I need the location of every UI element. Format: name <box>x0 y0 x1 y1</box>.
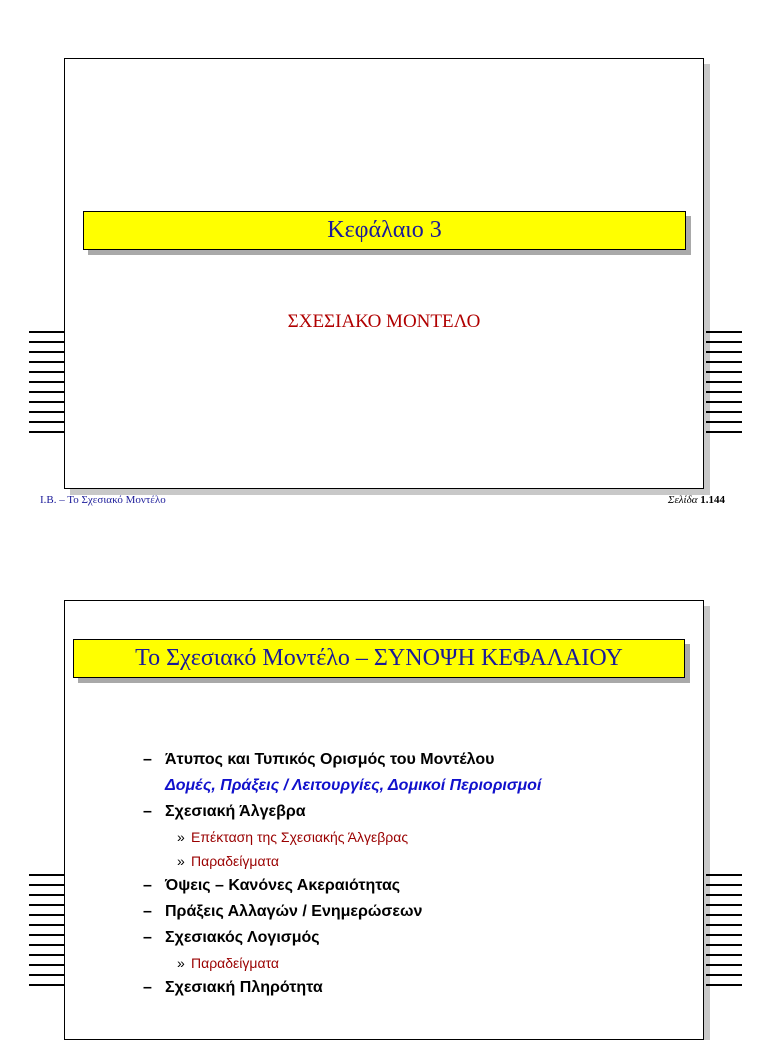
outline-subitem <box>143 849 703 873</box>
outline-subitem-label: Παραδείγματα <box>191 853 279 869</box>
slide-1-title-banner <box>83 211 686 250</box>
slide-2-title-banner <box>73 639 685 678</box>
outline-item <box>143 799 703 825</box>
outline-item-label: Πράξεις Αλλαγών / Ενημερώσεων <box>165 903 423 920</box>
footer-document-title: Ι.Β. – Το Σχεσιακό Μοντέλο <box>40 494 166 506</box>
bullet-dash: – <box>143 877 152 894</box>
left-line-marks-1 <box>29 331 65 441</box>
outline-item-label: Σχεσιακή Άλγεβρα <box>165 803 306 820</box>
bullet-dash: – <box>143 751 152 768</box>
bullet-dash: – <box>143 903 152 920</box>
outline-item-details: Δομές, Πράξεις / Λειτουργίες, Δομικοί Περιορισμοί <box>165 777 542 794</box>
page-number: 1.144 <box>700 494 725 506</box>
outline-item-label: Άτυπος και Τυπικός Ορισμός του Μοντέλου <box>165 751 495 768</box>
outline-item <box>143 747 703 773</box>
outline-subitem-label: Παραδείγματα <box>191 955 279 971</box>
left-line-marks-2 <box>29 874 65 994</box>
outline-item <box>143 873 703 899</box>
summary-outline <box>143 747 703 1001</box>
slide-1-title: Κεφάλαιο 3 <box>327 217 442 243</box>
footer-page-number <box>668 494 725 506</box>
page-label: Σελίδα <box>667 494 698 506</box>
sub-bullet-marker: » <box>177 955 185 971</box>
slide-2-title: Το Σχεσιακό Μοντέλο – ΣΥΝΟΨΗ ΚΕΦΑΛΑΙΟΥ <box>135 645 623 671</box>
outline-item <box>143 925 703 951</box>
right-line-marks-2 <box>706 874 742 994</box>
outline-item <box>143 975 703 1001</box>
bullet-dash: – <box>143 929 152 946</box>
slide-2 <box>64 600 704 1040</box>
right-line-marks-1 <box>706 331 742 441</box>
outline-subitem <box>143 951 703 975</box>
outline-subitem <box>143 825 703 849</box>
outline-item-label: Σχεσιακός Λογισμός <box>165 929 320 946</box>
bullet-dash: – <box>143 979 152 996</box>
outline-item-label: Σχεσιακή Πληρότητα <box>165 979 323 996</box>
bullet-dash: – <box>143 803 152 820</box>
sub-bullet-marker: » <box>177 829 185 845</box>
slide-1-subtitle: ΣΧΕΣΙΑΚΟ ΜΟΝΤΕΛΟ <box>287 311 481 332</box>
slide-1 <box>64 58 704 489</box>
sub-bullet-marker: » <box>177 853 185 869</box>
outline-subitem-label: Επέκταση της Σχεσιακής Άλγεβρας <box>191 829 409 845</box>
outline-item <box>143 899 703 925</box>
outline-item-label: Όψεις – Κανόνες Ακεραιότητας <box>165 877 401 894</box>
